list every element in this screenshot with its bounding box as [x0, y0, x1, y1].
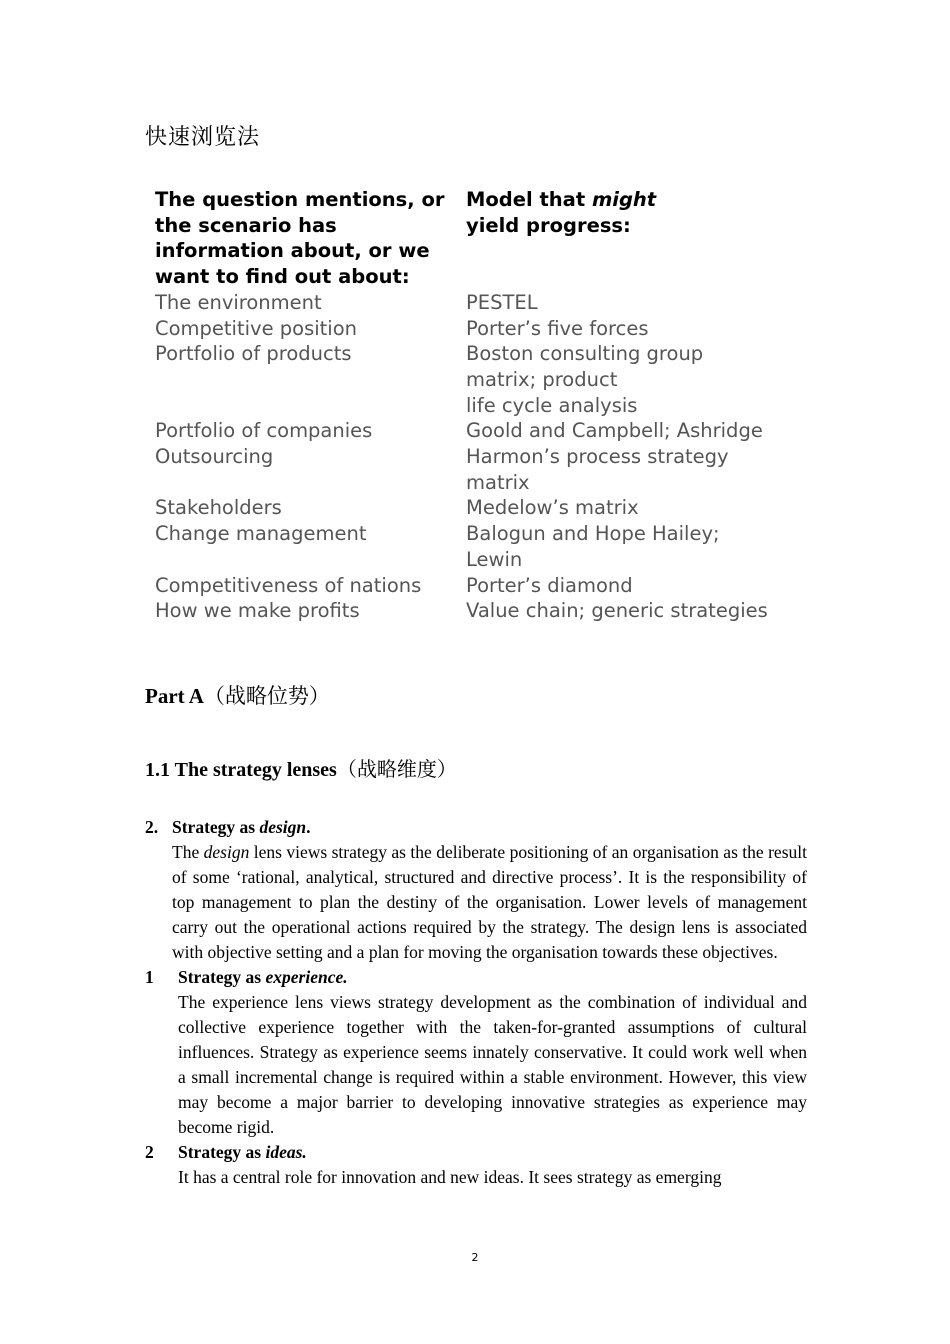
model-line: Boston consulting group: [466, 342, 704, 366]
table-header-right: [466, 187, 795, 290]
table-cell-model: [466, 341, 795, 418]
table-cell-model: [466, 495, 795, 521]
item-body: The experience lens views strategy development as the combination of individual and collective experience together with the taken-for-granted assumptions of cultural influences. Strategy as experience seems innately conservative. It could work well when a small incremental change is required within a stable environment. However, this view may become a major barrier to developing innovative strategies as experience may become rigid.: [178, 992, 807, 1137]
table-cell-question: Portfolio of products: [155, 342, 352, 366]
item-number: 1: [145, 967, 154, 987]
model-line: Medelow’s matrix: [466, 496, 639, 520]
table-cell-model: [466, 316, 795, 342]
item-body-rest: lens views strategy as the deliberate positioning of an organisation as the result of some ‘rational, analytical, structured and directive process’. It is the responsibility of top management to plan the destiny of the organisation. Lower levels of management carry out the operational actions required by the strategy. The design lens is associated with objective setting and a plan for moving the organisation towards these objectives.: [172, 842, 807, 962]
model-line: Balogun and Hope Hailey;: [466, 522, 720, 546]
table-row: [155, 316, 795, 342]
table-cell-model: [466, 598, 795, 624]
model-line: Porter’s five forces: [466, 316, 649, 340]
item-title-italic: ideas.: [265, 1142, 307, 1162]
table-row: [155, 495, 795, 521]
item-title: [145, 965, 807, 990]
item-body-prefix: The: [172, 842, 204, 862]
item-title-prefix: Strategy as: [178, 967, 262, 987]
item-body: It has a central role for innovation and new ideas. It sees strategy as emerging: [178, 1167, 722, 1187]
table-cell-model: [466, 290, 795, 316]
list-item: [145, 1140, 807, 1190]
table-row: [155, 341, 795, 418]
sub-heading: [145, 753, 457, 782]
table-cell-question: Outsourcing: [155, 445, 274, 469]
part-heading-en: Part A: [145, 684, 204, 708]
sub-heading-en: 1.1 The strategy lenses: [145, 759, 337, 781]
table-cell-question: Stakeholders: [155, 496, 282, 520]
table-row: [155, 444, 795, 495]
table-cell-model: [466, 444, 795, 495]
table-cell-question: Competitiveness of nations: [155, 573, 422, 597]
model-line: life cycle analysis: [466, 393, 638, 417]
model-line: Porter’s diamond: [466, 573, 633, 597]
model-line: matrix: [466, 470, 530, 494]
item-body-italic: design: [203, 842, 250, 862]
item-title-italic: experience.: [265, 967, 348, 987]
strategy-lens-list: [145, 815, 807, 1190]
table-cell-question: The environment: [155, 290, 322, 314]
part-heading-cn: （战略位势）: [203, 684, 330, 708]
item-title-prefix: Strategy as: [172, 817, 256, 837]
item-body: [172, 840, 807, 965]
page-number: 2: [471, 1251, 479, 1264]
table-row: [155, 290, 795, 316]
header-right-suffix: yield progress:: [466, 213, 631, 237]
table-cell-question: Competitive position: [155, 316, 358, 340]
item-title-suffix: .: [306, 817, 311, 837]
table-cell-question: How we make profits: [155, 599, 360, 623]
model-line: Value chain; generic strategies: [466, 599, 768, 623]
item-number: 2.: [145, 817, 159, 837]
model-line: Harmon’s process strategy: [466, 445, 729, 469]
item-title-prefix: Strategy as: [178, 1142, 262, 1162]
part-heading: [145, 680, 330, 710]
table-header-left: The question mentions, or the scenario has information about, or we want to find out about:: [155, 188, 445, 289]
item-title-italic: design: [259, 817, 307, 837]
table-row: [155, 598, 795, 624]
header-right-italic: might: [591, 188, 657, 211]
item-title: [145, 815, 807, 840]
table-cell-question: Portfolio of companies: [155, 419, 373, 443]
model-line: Goold and Campbell; Ashridge: [466, 419, 763, 443]
table-row: [155, 573, 795, 599]
table-row: [155, 521, 795, 572]
table-cell-model: [466, 573, 795, 599]
table-cell-model: [466, 418, 795, 444]
list-item: [145, 965, 807, 1140]
item-number: 2: [145, 1142, 154, 1162]
model-table: [155, 187, 795, 624]
section-heading-cn: 快速浏览法: [145, 125, 261, 150]
model-line: Lewin: [466, 547, 523, 571]
model-line: PESTEL: [466, 290, 538, 314]
table-cell-model: [466, 521, 795, 572]
sub-heading-cn: （战略维度）: [336, 757, 457, 781]
model-line: matrix; product: [466, 367, 618, 391]
item-title: [145, 1140, 807, 1165]
table-row: [155, 418, 795, 444]
table-header-row: [155, 187, 795, 290]
header-right-prefix: Model that: [466, 188, 592, 211]
list-item: [145, 815, 807, 965]
table-cell-question: Change management: [155, 522, 367, 546]
